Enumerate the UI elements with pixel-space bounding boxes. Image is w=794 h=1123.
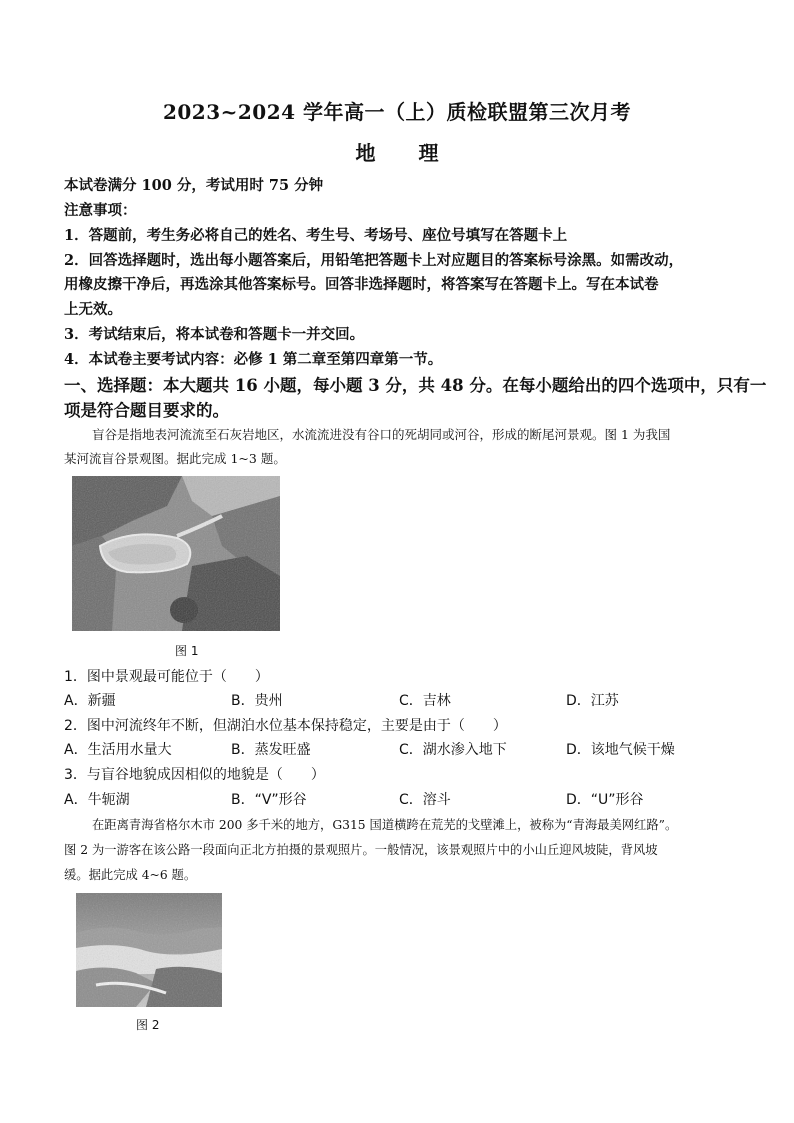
q1-option-d: D．江苏 [566,693,619,709]
notice-item: 4．本试卷主要考试内容：必修 1 第二章至第四章第一节。 [64,351,443,368]
q3-option-a: A．牛轭湖 [64,792,130,808]
q2-option-c: C．湖水渗入地下 [399,742,507,758]
notice-item: 2．回答选择题时，选出每小题答案后，用铅笔把答题卡上对应题目的答案标号涂黑。如需改动， [64,252,684,269]
full-score-note: 本试卷满分 100 分，考试用时 75 分钟 [64,177,324,194]
passage-2-text: 在距离青海省格尔木市 200 多千米的地方，G315 国道横跨在荒芜的戈壁滩上，被称为“青海最美网红路”。 [92,818,678,832]
blind-valley-image [72,476,280,631]
q3-option-b: B．“V”形谷 [231,792,307,808]
passage-1-text-cont: 某河流盲谷景观图。据此完成 1~3 题。 [64,451,286,466]
q3-option-d: D．“U”形谷 [566,792,644,808]
notice-item: 用橡皮擦干净后，再选涂其他答案标号。回答非选择题时，将答案写在答题卡上。写在本试卷 [64,276,659,293]
exam-subject: 地 理 [355,141,457,165]
q2-option-a: A．生活用水量大 [64,742,172,758]
notice-item: 1．答题前，考生务必将自己的姓名、考生号、考场号、座位号填写在答题卡上 [64,227,568,244]
notice-item: 上无效。 [64,301,122,318]
q2-option-d: D．该地气候干燥 [566,742,675,758]
notice-item: 3．考试结束后，将本试卷和答题卡一并交回。 [64,326,365,343]
passage-2-text-end: 缓。据此完成 4~6 题。 [64,868,197,882]
passage-1-text: 盲谷是指地表河流流至石灰岩地区，水流流进没有谷口的死胡同或河谷，形成的断尾河景观。图 1 为我国 [92,427,671,442]
q1-option-a: A．新疆 [64,693,116,709]
q1-option-b: B．贵州 [231,693,283,709]
question-3-stem: 3．与盲谷地貌成因相似的地貌是（ ） [64,767,325,783]
figure-1-caption: 图 1 [175,644,199,658]
question-2-stem: 2．图中河流终年不断，但湖泊水位基本保持稳定，主要是由于（ ） [64,718,507,734]
exam-title: 2023~2024 学年高一（上）质检联盟第三次月考 [162,100,632,124]
q2-option-b: B．蒸发旺盛 [231,742,311,758]
section-heading: 一、选择题：本大题共 16 小题，每小题 3 分，共 48 分。在每小题给出的四个选项中，只有一 [64,376,767,395]
figure-2-photo [76,893,222,1007]
q1-option-c: C．吉林 [399,693,451,709]
q3-option-c: C．溶斗 [399,792,451,808]
notice-title: 注意事项： [64,202,137,219]
figure-1-photo [72,476,280,631]
section-heading-cont: 项是符合题目要求的。 [64,401,229,420]
question-1-stem: 1．图中景观最可能位于（ ） [64,669,269,685]
figure-2-caption: 图 2 [136,1018,160,1032]
gobi-landscape-image [76,893,222,1007]
passage-2-text-cont: 图 2 为一游客在该公路一段面向正北方拍摄的景观照片。一般情况，该景观照片中的小山丘迎风坡陡，背风坡 [64,843,658,857]
